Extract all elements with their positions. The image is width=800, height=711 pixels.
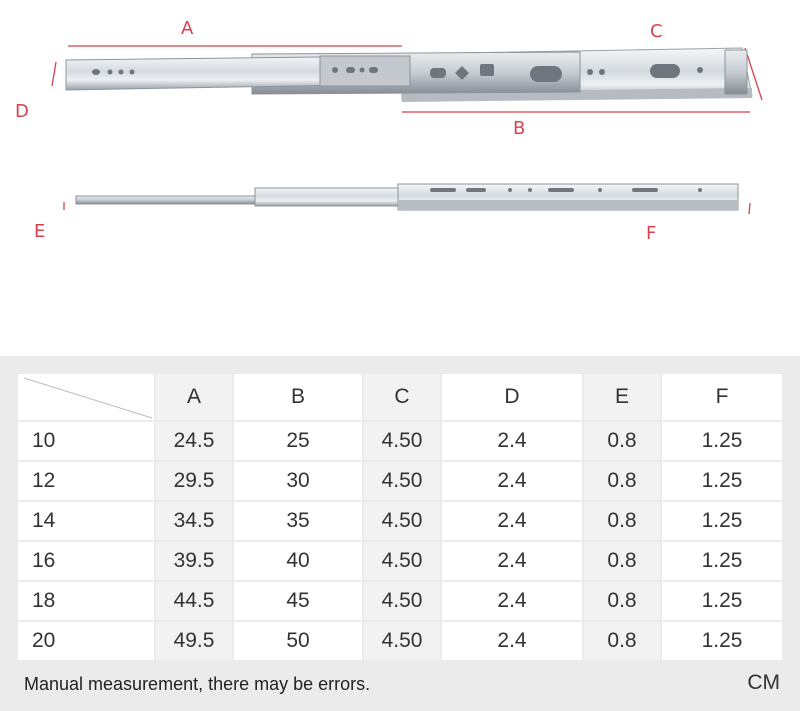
cell-a: 24.5 xyxy=(156,422,232,460)
cell-c: 4.50 xyxy=(364,582,440,620)
spec-table-panel xyxy=(0,356,800,711)
cell-f: 1.25 xyxy=(662,502,782,540)
cell-f: 1.25 xyxy=(662,462,782,500)
cell-a: 44.5 xyxy=(156,582,232,620)
dimension-label-e: E xyxy=(34,221,46,242)
cell-e: 0.8 xyxy=(584,502,660,540)
table-row xyxy=(18,422,782,460)
table-row xyxy=(18,582,782,620)
dimension-label-f: F xyxy=(646,223,657,244)
cell-a: 39.5 xyxy=(156,542,232,580)
header-e: E xyxy=(584,374,660,420)
cell-e: 0.8 xyxy=(584,422,660,460)
dimension-label-d: D xyxy=(15,101,29,122)
size-cell: 12 xyxy=(18,462,154,500)
bottom-slide xyxy=(76,184,738,210)
size-cell: 20 xyxy=(18,622,154,660)
header-b: B xyxy=(234,374,362,420)
table-row xyxy=(18,462,782,500)
size-cell: 16 xyxy=(18,542,154,580)
cell-e: 0.8 xyxy=(584,542,660,580)
dimension-label-b: B xyxy=(513,118,526,139)
dimension-tick-f xyxy=(749,203,750,214)
cell-f: 1.25 xyxy=(662,422,782,460)
header-a: A xyxy=(156,374,232,420)
top-slide-inner-rail xyxy=(66,56,410,90)
cell-d: 2.4 xyxy=(442,622,582,660)
diagonal-divider xyxy=(18,374,154,420)
table-row xyxy=(18,622,782,660)
cell-a: 29.5 xyxy=(156,462,232,500)
table-corner-cell xyxy=(18,374,154,420)
dimension-line-d xyxy=(52,62,56,86)
drawer-slide-illustration xyxy=(0,0,800,350)
cell-c: 4.50 xyxy=(364,422,440,460)
cell-f: 1.25 xyxy=(662,542,782,580)
size-cell: 14 xyxy=(18,502,154,540)
cell-d: 2.4 xyxy=(442,462,582,500)
cell-d: 2.4 xyxy=(442,542,582,580)
cell-f: 1.25 xyxy=(662,622,782,660)
size-cell: 18 xyxy=(18,582,154,620)
table-row xyxy=(18,502,782,540)
slide-diagram xyxy=(0,0,800,350)
cell-b: 45 xyxy=(234,582,362,620)
cell-a: 34.5 xyxy=(156,502,232,540)
cell-e: 0.8 xyxy=(584,582,660,620)
cell-b: 30 xyxy=(234,462,362,500)
table-header-row xyxy=(18,374,782,420)
dimension-label-c: C xyxy=(650,21,663,42)
cell-d: 2.4 xyxy=(442,502,582,540)
unit-label: CM xyxy=(747,671,780,694)
cell-e: 0.8 xyxy=(584,462,660,500)
cell-b: 25 xyxy=(234,422,362,460)
cell-c: 4.50 xyxy=(364,462,440,500)
cell-d: 2.4 xyxy=(442,582,582,620)
cell-b: 40 xyxy=(234,542,362,580)
cell-c: 4.50 xyxy=(364,542,440,580)
dimension-label-a: A xyxy=(181,18,194,39)
header-d: D xyxy=(442,374,582,420)
cell-a: 49.5 xyxy=(156,622,232,660)
cell-c: 4.50 xyxy=(364,622,440,660)
header-f: F xyxy=(662,374,782,420)
cell-b: 35 xyxy=(234,502,362,540)
measurement-note: Manual measurement, there may be errors. xyxy=(24,674,371,694)
cell-d: 2.4 xyxy=(442,422,582,460)
spec-table xyxy=(16,372,784,662)
cell-f: 1.25 xyxy=(662,582,782,620)
cell-e: 0.8 xyxy=(584,622,660,660)
cell-c: 4.50 xyxy=(364,502,440,540)
size-cell: 10 xyxy=(18,422,154,460)
table-row xyxy=(18,542,782,580)
header-c: C xyxy=(364,374,440,420)
cell-b: 50 xyxy=(234,622,362,660)
